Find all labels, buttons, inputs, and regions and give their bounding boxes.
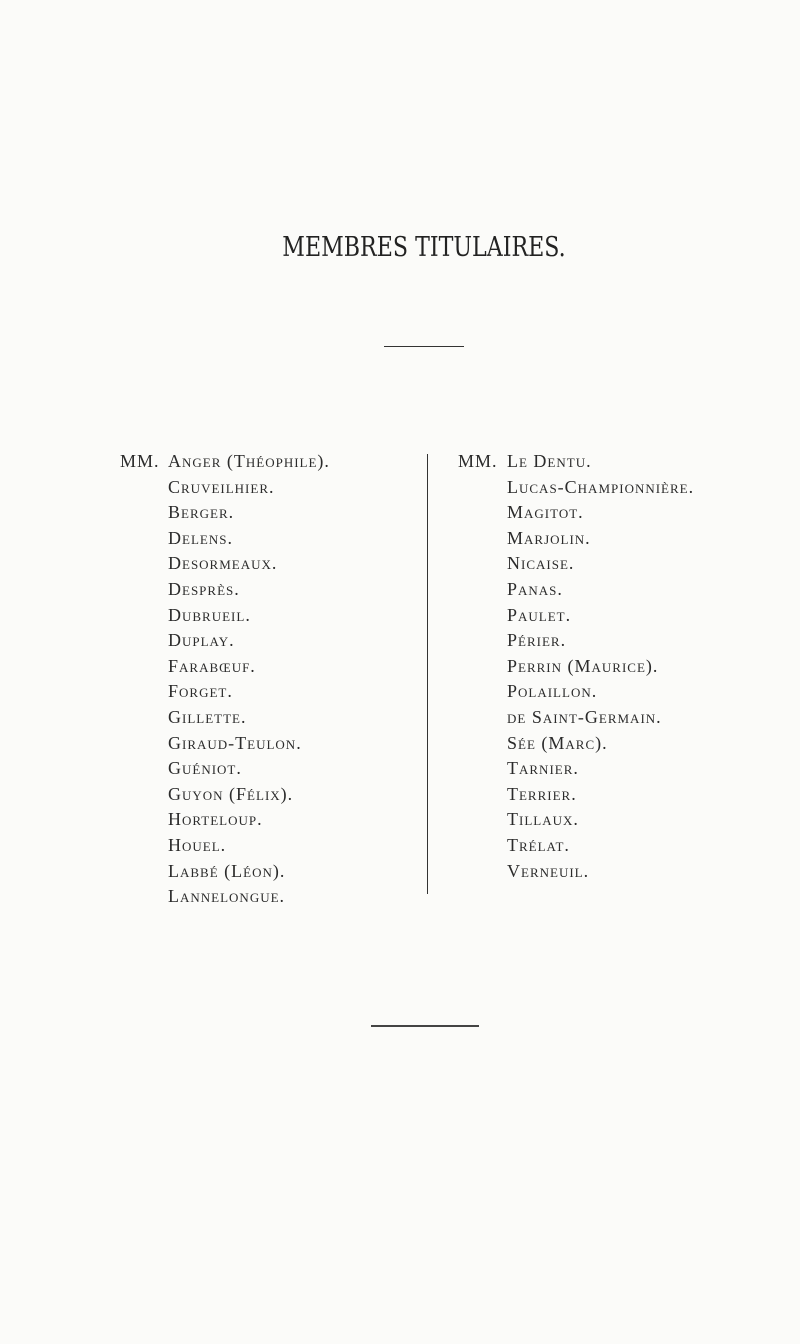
members-list-left — [120, 449, 330, 910]
member-entry — [120, 756, 330, 782]
member-name: Lucas-Championnière. — [507, 476, 695, 497]
member-name: Guéniot. — [168, 758, 242, 779]
member-name: Berger. — [168, 502, 235, 523]
member-entry — [120, 859, 330, 885]
member-entry — [120, 603, 330, 629]
member-entry — [120, 449, 330, 475]
member-name: Dubrueil. — [168, 604, 251, 625]
member-name: Forget. — [168, 681, 233, 702]
member-entry — [120, 807, 330, 833]
member-entry — [120, 551, 330, 577]
member-entry — [458, 859, 694, 885]
member-entry — [120, 577, 330, 603]
member-entry — [458, 731, 694, 757]
member-name: Paulet. — [507, 604, 572, 625]
members-list-right — [458, 449, 694, 884]
member-name: Terrier. — [507, 783, 577, 804]
member-name: Nicaise. — [507, 553, 575, 574]
member-entry — [120, 679, 330, 705]
member-name: Marjolin. — [507, 527, 591, 548]
member-name: Tarnier. — [507, 758, 579, 779]
member-name: Polaillon. — [507, 681, 598, 702]
member-name: Guyon (Félix). — [168, 783, 294, 804]
member-name: Labbé (Léon). — [168, 860, 286, 881]
member-name: Giraud-Teulon. — [168, 732, 302, 753]
member-name: de Saint-Germain. — [507, 706, 662, 727]
member-name: Farabœuf. — [168, 655, 256, 676]
member-name: Trélat. — [507, 834, 570, 855]
member-entry — [458, 807, 694, 833]
member-entry — [120, 654, 330, 680]
closing-separator-rule — [371, 1025, 479, 1027]
member-entry — [458, 577, 694, 603]
member-entry — [458, 628, 694, 654]
member-name: Tillaux. — [507, 809, 579, 830]
members-prefix: MM. — [120, 451, 160, 471]
member-entry — [458, 833, 694, 859]
member-entry — [120, 500, 330, 526]
member-name: Horteloup. — [168, 809, 263, 830]
member-entry — [458, 603, 694, 629]
member-name: Perrin (Maurice). — [507, 655, 659, 676]
member-entry — [458, 500, 694, 526]
member-name: Desprès. — [168, 578, 240, 599]
member-name: Anger (Théophile). — [168, 451, 330, 471]
member-name: Magitot. — [507, 502, 584, 523]
member-name: Gillette. — [168, 706, 247, 727]
member-entry — [120, 782, 330, 808]
member-name: Périer. — [507, 630, 567, 651]
member-name: Panas. — [507, 578, 563, 599]
member-entry — [120, 705, 330, 731]
member-name: Le Dentu. — [507, 451, 592, 471]
members-prefix: MM. — [458, 451, 498, 471]
member-name: Sée (Marc). — [507, 732, 608, 753]
member-entry — [120, 628, 330, 654]
member-name: Cruveilhier. — [168, 476, 275, 497]
member-name: Houel. — [168, 834, 227, 855]
member-name: Verneuil. — [507, 860, 590, 881]
member-entry — [458, 551, 694, 577]
member-entry — [120, 833, 330, 859]
member-entry — [458, 475, 694, 501]
title-separator-rule — [384, 346, 464, 347]
member-entry — [458, 782, 694, 808]
member-entry — [458, 705, 694, 731]
member-entry — [120, 475, 330, 501]
member-name: Lannelongue. — [168, 886, 286, 907]
member-entry — [458, 756, 694, 782]
page-title: MEMBRES TITULAIRES. — [282, 232, 566, 263]
column-divider — [427, 454, 428, 894]
member-entry — [120, 884, 330, 910]
member-entry — [458, 654, 694, 680]
member-entry — [120, 731, 330, 757]
member-name: Duplay. — [168, 630, 235, 651]
member-name: Delens. — [168, 527, 233, 548]
member-entry — [458, 679, 694, 705]
member-entry — [120, 526, 330, 552]
member-entry — [458, 449, 694, 475]
member-name: Desormeaux. — [168, 553, 278, 574]
member-entry — [458, 526, 694, 552]
